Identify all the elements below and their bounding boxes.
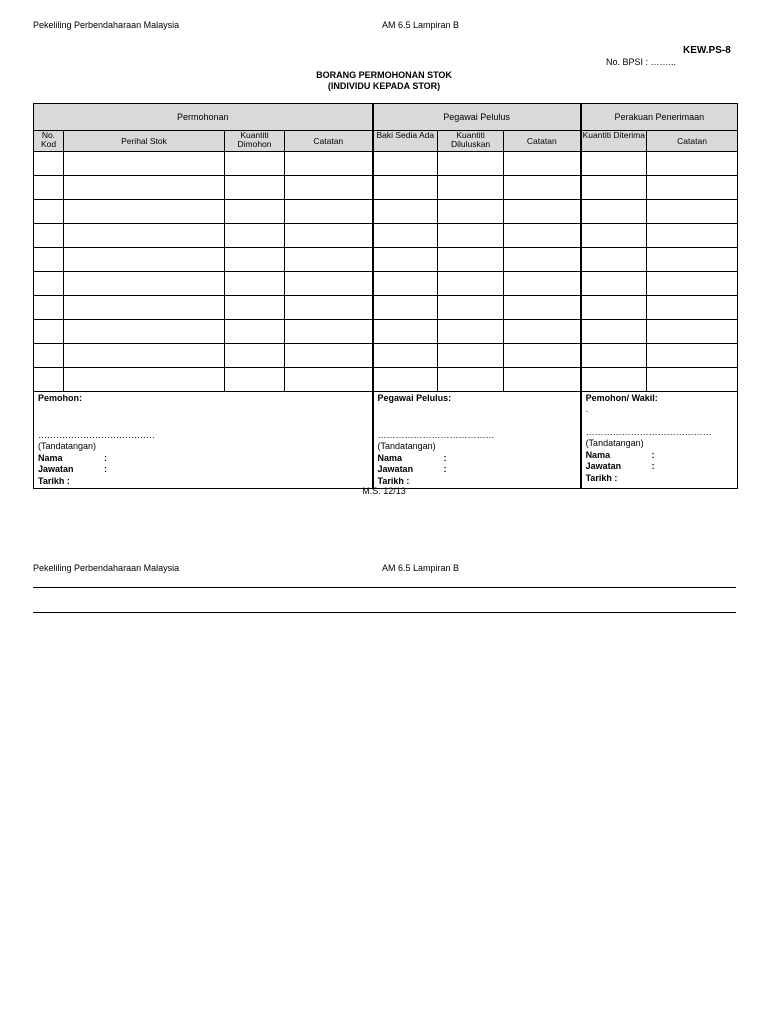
cell-perihal-stok[interactable] <box>64 176 225 200</box>
cell-kuantiti-diterima[interactable] <box>581 176 647 200</box>
cell-kuantiti-dimohon[interactable] <box>225 152 285 176</box>
cell-no-kod[interactable] <box>34 320 64 344</box>
col-kuantiti-diterima: Kuantiti Diterima <box>581 131 647 152</box>
cell-perihal-stok[interactable] <box>64 344 225 368</box>
signature-pelulus-heading: Pegawai Pelulus: <box>377 393 452 403</box>
cell-kuantiti-dimohon[interactable] <box>225 368 285 392</box>
page2-divider-top <box>33 587 736 588</box>
cell-catatan-pelulus[interactable] <box>504 248 581 272</box>
cell-catatan-pelulus[interactable] <box>504 200 581 224</box>
cell-kuantiti-dimohon[interactable] <box>225 200 285 224</box>
form-title-line1: BORANG PERMOHONAN STOK <box>316 70 452 80</box>
cell-baki-sedia-ada[interactable] <box>373 344 438 368</box>
signature-pemohon-line: ………………………………… <box>38 429 155 440</box>
cell-no-kod[interactable] <box>34 200 64 224</box>
cell-baki-sedia-ada[interactable] <box>373 176 438 200</box>
cell-no-kod[interactable] <box>34 296 64 320</box>
cell-kuantiti-diluluskan[interactable] <box>438 368 504 392</box>
cell-baki-sedia-ada[interactable] <box>373 320 438 344</box>
page2-header-reference: AM 6.5 Lampiran B <box>382 563 460 573</box>
cell-baki-sedia-ada[interactable] <box>373 152 438 176</box>
cell-kuantiti-diterima[interactable] <box>581 344 647 368</box>
cell-catatan-permohonan[interactable] <box>285 344 373 368</box>
table-row <box>34 368 738 392</box>
cell-catatan-penerimaan[interactable] <box>647 320 738 344</box>
cell-kuantiti-diluluskan[interactable] <box>438 248 504 272</box>
cell-kuantiti-diterima[interactable] <box>581 272 647 296</box>
cell-catatan-permohonan[interactable] <box>285 272 373 296</box>
cell-kuantiti-dimohon[interactable] <box>225 176 285 200</box>
cell-perihal-stok[interactable] <box>64 368 225 392</box>
table-row <box>34 152 738 176</box>
cell-perihal-stok[interactable] <box>64 200 225 224</box>
cell-no-kod[interactable] <box>34 176 64 200</box>
cell-catatan-permohonan[interactable] <box>285 224 373 248</box>
cell-kuantiti-diterima[interactable] <box>581 200 647 224</box>
form-title <box>0 70 768 92</box>
cell-perihal-stok[interactable] <box>64 296 225 320</box>
signature-pelulus-jawatan: Jawatan : <box>377 464 447 474</box>
col-catatan-permohonan: Catatan <box>285 131 373 152</box>
page-number: M.S. 12/13 <box>362 486 406 496</box>
cell-kuantiti-diluluskan[interactable] <box>438 320 504 344</box>
col-kuantiti-diluluskan: Kuantiti Diluluskan <box>438 131 504 152</box>
col-catatan-penerimaan: Catatan <box>647 131 738 152</box>
cell-catatan-penerimaan[interactable] <box>647 200 738 224</box>
cell-kuantiti-diterima[interactable] <box>581 248 647 272</box>
cell-catatan-permohonan[interactable] <box>285 320 373 344</box>
cell-catatan-pelulus[interactable] <box>504 272 581 296</box>
signature-pemohon-nama: Nama : <box>38 452 107 463</box>
cell-kuantiti-dimohon[interactable] <box>225 224 285 248</box>
cell-no-kod[interactable] <box>34 344 64 368</box>
cell-kuantiti-diluluskan[interactable] <box>438 344 504 368</box>
cell-baki-sedia-ada[interactable] <box>373 296 438 320</box>
col-catatan-pelulus: Catatan <box>504 131 581 152</box>
group-permohonan: Permohonan <box>34 104 373 131</box>
cell-kuantiti-dimohon[interactable] <box>225 320 285 344</box>
signature-pelulus-tarikh: Tarikh : <box>377 475 410 486</box>
cell-kuantiti-diterima[interactable] <box>581 368 647 392</box>
cell-catatan-pelulus[interactable] <box>504 296 581 320</box>
signature-pemohon[interactable] <box>34 392 373 489</box>
cell-catatan-penerimaan[interactable] <box>647 296 738 320</box>
form-title-line2: (INDIVIDU KEPADA STOR) <box>327 81 441 91</box>
cell-baki-sedia-ada[interactable] <box>373 200 438 224</box>
col-perihal-stok: Perihal Stok <box>64 131 225 152</box>
cell-kuantiti-diluluskan[interactable] <box>438 152 504 176</box>
data-rows <box>34 152 738 392</box>
signature-pemohon-tarikh: Tarikh : <box>38 475 70 486</box>
cell-baki-sedia-ada[interactable] <box>373 248 438 272</box>
table-row <box>34 176 738 200</box>
cell-baki-sedia-ada[interactable] <box>373 368 438 392</box>
cell-catatan-penerimaan[interactable] <box>647 248 738 272</box>
cell-kuantiti-dimohon[interactable] <box>225 272 285 296</box>
cell-perihal-stok[interactable] <box>64 272 225 296</box>
form-code: KEW.PS-8 <box>683 45 731 56</box>
table-row <box>34 272 738 296</box>
cell-catatan-penerimaan[interactable] <box>647 152 738 176</box>
signature-wakil-line: …………………………………… <box>585 426 712 437</box>
cell-kuantiti-diluluskan[interactable] <box>438 272 504 296</box>
table-row <box>34 200 738 224</box>
cell-catatan-pelulus[interactable] <box>504 224 581 248</box>
cell-kuantiti-diluluskan[interactable] <box>438 296 504 320</box>
cell-perihal-stok[interactable] <box>64 224 225 248</box>
signature-pelulus[interactable] <box>373 392 581 489</box>
cell-catatan-penerimaan[interactable] <box>647 176 738 200</box>
table-row <box>34 224 738 248</box>
cell-kuantiti-diterima[interactable] <box>581 152 647 176</box>
group-header-row <box>34 104 738 131</box>
cell-kuantiti-diluluskan[interactable] <box>438 176 504 200</box>
header-reference: AM 6.5 Lampiran B <box>382 20 460 30</box>
cell-catatan-permohonan[interactable] <box>285 176 373 200</box>
cell-catatan-pelulus[interactable] <box>504 176 581 200</box>
cell-catatan-penerimaan[interactable] <box>647 344 738 368</box>
table-row <box>34 344 738 368</box>
cell-perihal-stok[interactable] <box>64 248 225 272</box>
cell-catatan-pelulus[interactable] <box>504 152 581 176</box>
cell-baki-sedia-ada[interactable] <box>373 224 438 248</box>
signature-wakil[interactable] <box>581 392 738 489</box>
cell-no-kod[interactable] <box>34 224 64 248</box>
bpsi-number: No. BPSI : ……... <box>606 57 677 67</box>
cell-kuantiti-diterima[interactable] <box>581 296 647 320</box>
cell-kuantiti-dimohon[interactable] <box>225 344 285 368</box>
signature-pelulus-line: ………………………………… <box>377 429 495 440</box>
cell-no-kod[interactable] <box>34 272 64 296</box>
cell-kuantiti-diterima[interactable] <box>581 320 647 344</box>
group-perakuan-penerimaan: Perakuan Penerimaan <box>581 104 738 131</box>
cell-catatan-penerimaan[interactable] <box>647 368 738 392</box>
signature-pelulus-tandatangan: (Tandatangan) <box>377 441 436 451</box>
signature-pelulus-nama: Nama : <box>377 452 447 463</box>
cell-perihal-stok[interactable] <box>64 320 225 344</box>
signature-wakil-extra: . <box>585 403 589 414</box>
cell-catatan-penerimaan[interactable] <box>647 224 738 248</box>
page2-header-circular-name: Pekeliling Perbendaharaan Malaysia <box>33 563 180 573</box>
page2-divider-bottom <box>33 612 736 613</box>
signature-wakil-heading: Pemohon/ Wakil: <box>585 393 658 403</box>
cell-kuantiti-diluluskan[interactable] <box>438 224 504 248</box>
cell-catatan-permohonan[interactable] <box>285 152 373 176</box>
cell-catatan-permohonan[interactable] <box>285 368 373 392</box>
table-row <box>34 248 738 272</box>
col-kuantiti-dimohon: Kuantiti Dimohon <box>225 131 285 152</box>
cell-catatan-pelulus[interactable] <box>504 320 581 344</box>
cell-kuantiti-diluluskan[interactable] <box>438 200 504 224</box>
cell-catatan-penerimaan[interactable] <box>647 272 738 296</box>
cell-catatan-pelulus[interactable] <box>504 344 581 368</box>
cell-kuantiti-diterima[interactable] <box>581 224 647 248</box>
table-row <box>34 320 738 344</box>
signature-pemohon-jawatan: Jawatan : <box>38 464 107 474</box>
signature-wakil-jawatan: Jawatan : <box>585 461 655 471</box>
cell-catatan-permohonan[interactable] <box>285 200 373 224</box>
header-circular-name: Pekeliling Perbendaharaan Malaysia <box>33 20 180 30</box>
signature-row <box>34 392 738 489</box>
cell-kuantiti-dimohon[interactable] <box>225 296 285 320</box>
table-row <box>34 296 738 320</box>
cell-perihal-stok[interactable] <box>64 152 225 176</box>
group-pegawai-pelulus: Pegawai Pelulus <box>373 104 581 131</box>
signature-pemohon-heading: Pemohon: <box>38 393 82 403</box>
signature-wakil-tarikh: Tarikh : <box>585 472 618 483</box>
col-baki-sedia-ada: Baki Sedia Ada <box>373 131 438 152</box>
cell-no-kod[interactable] <box>34 248 64 272</box>
signature-pemohon-tandatangan: (Tandatangan) <box>38 441 97 451</box>
col-no-kod: No. Kod <box>34 131 64 152</box>
cell-no-kod[interactable] <box>34 152 64 176</box>
stock-request-table <box>33 103 738 489</box>
column-header-row <box>34 131 738 152</box>
cell-catatan-permohonan[interactable] <box>285 248 373 272</box>
cell-catatan-permohonan[interactable] <box>285 296 373 320</box>
cell-kuantiti-dimohon[interactable] <box>225 248 285 272</box>
cell-baki-sedia-ada[interactable] <box>373 272 438 296</box>
signature-wakil-nama: Nama : <box>585 449 655 460</box>
cell-no-kod[interactable] <box>34 368 64 392</box>
signature-wakil-tandatangan: (Tandatangan) <box>585 438 644 448</box>
cell-catatan-pelulus[interactable] <box>504 368 581 392</box>
